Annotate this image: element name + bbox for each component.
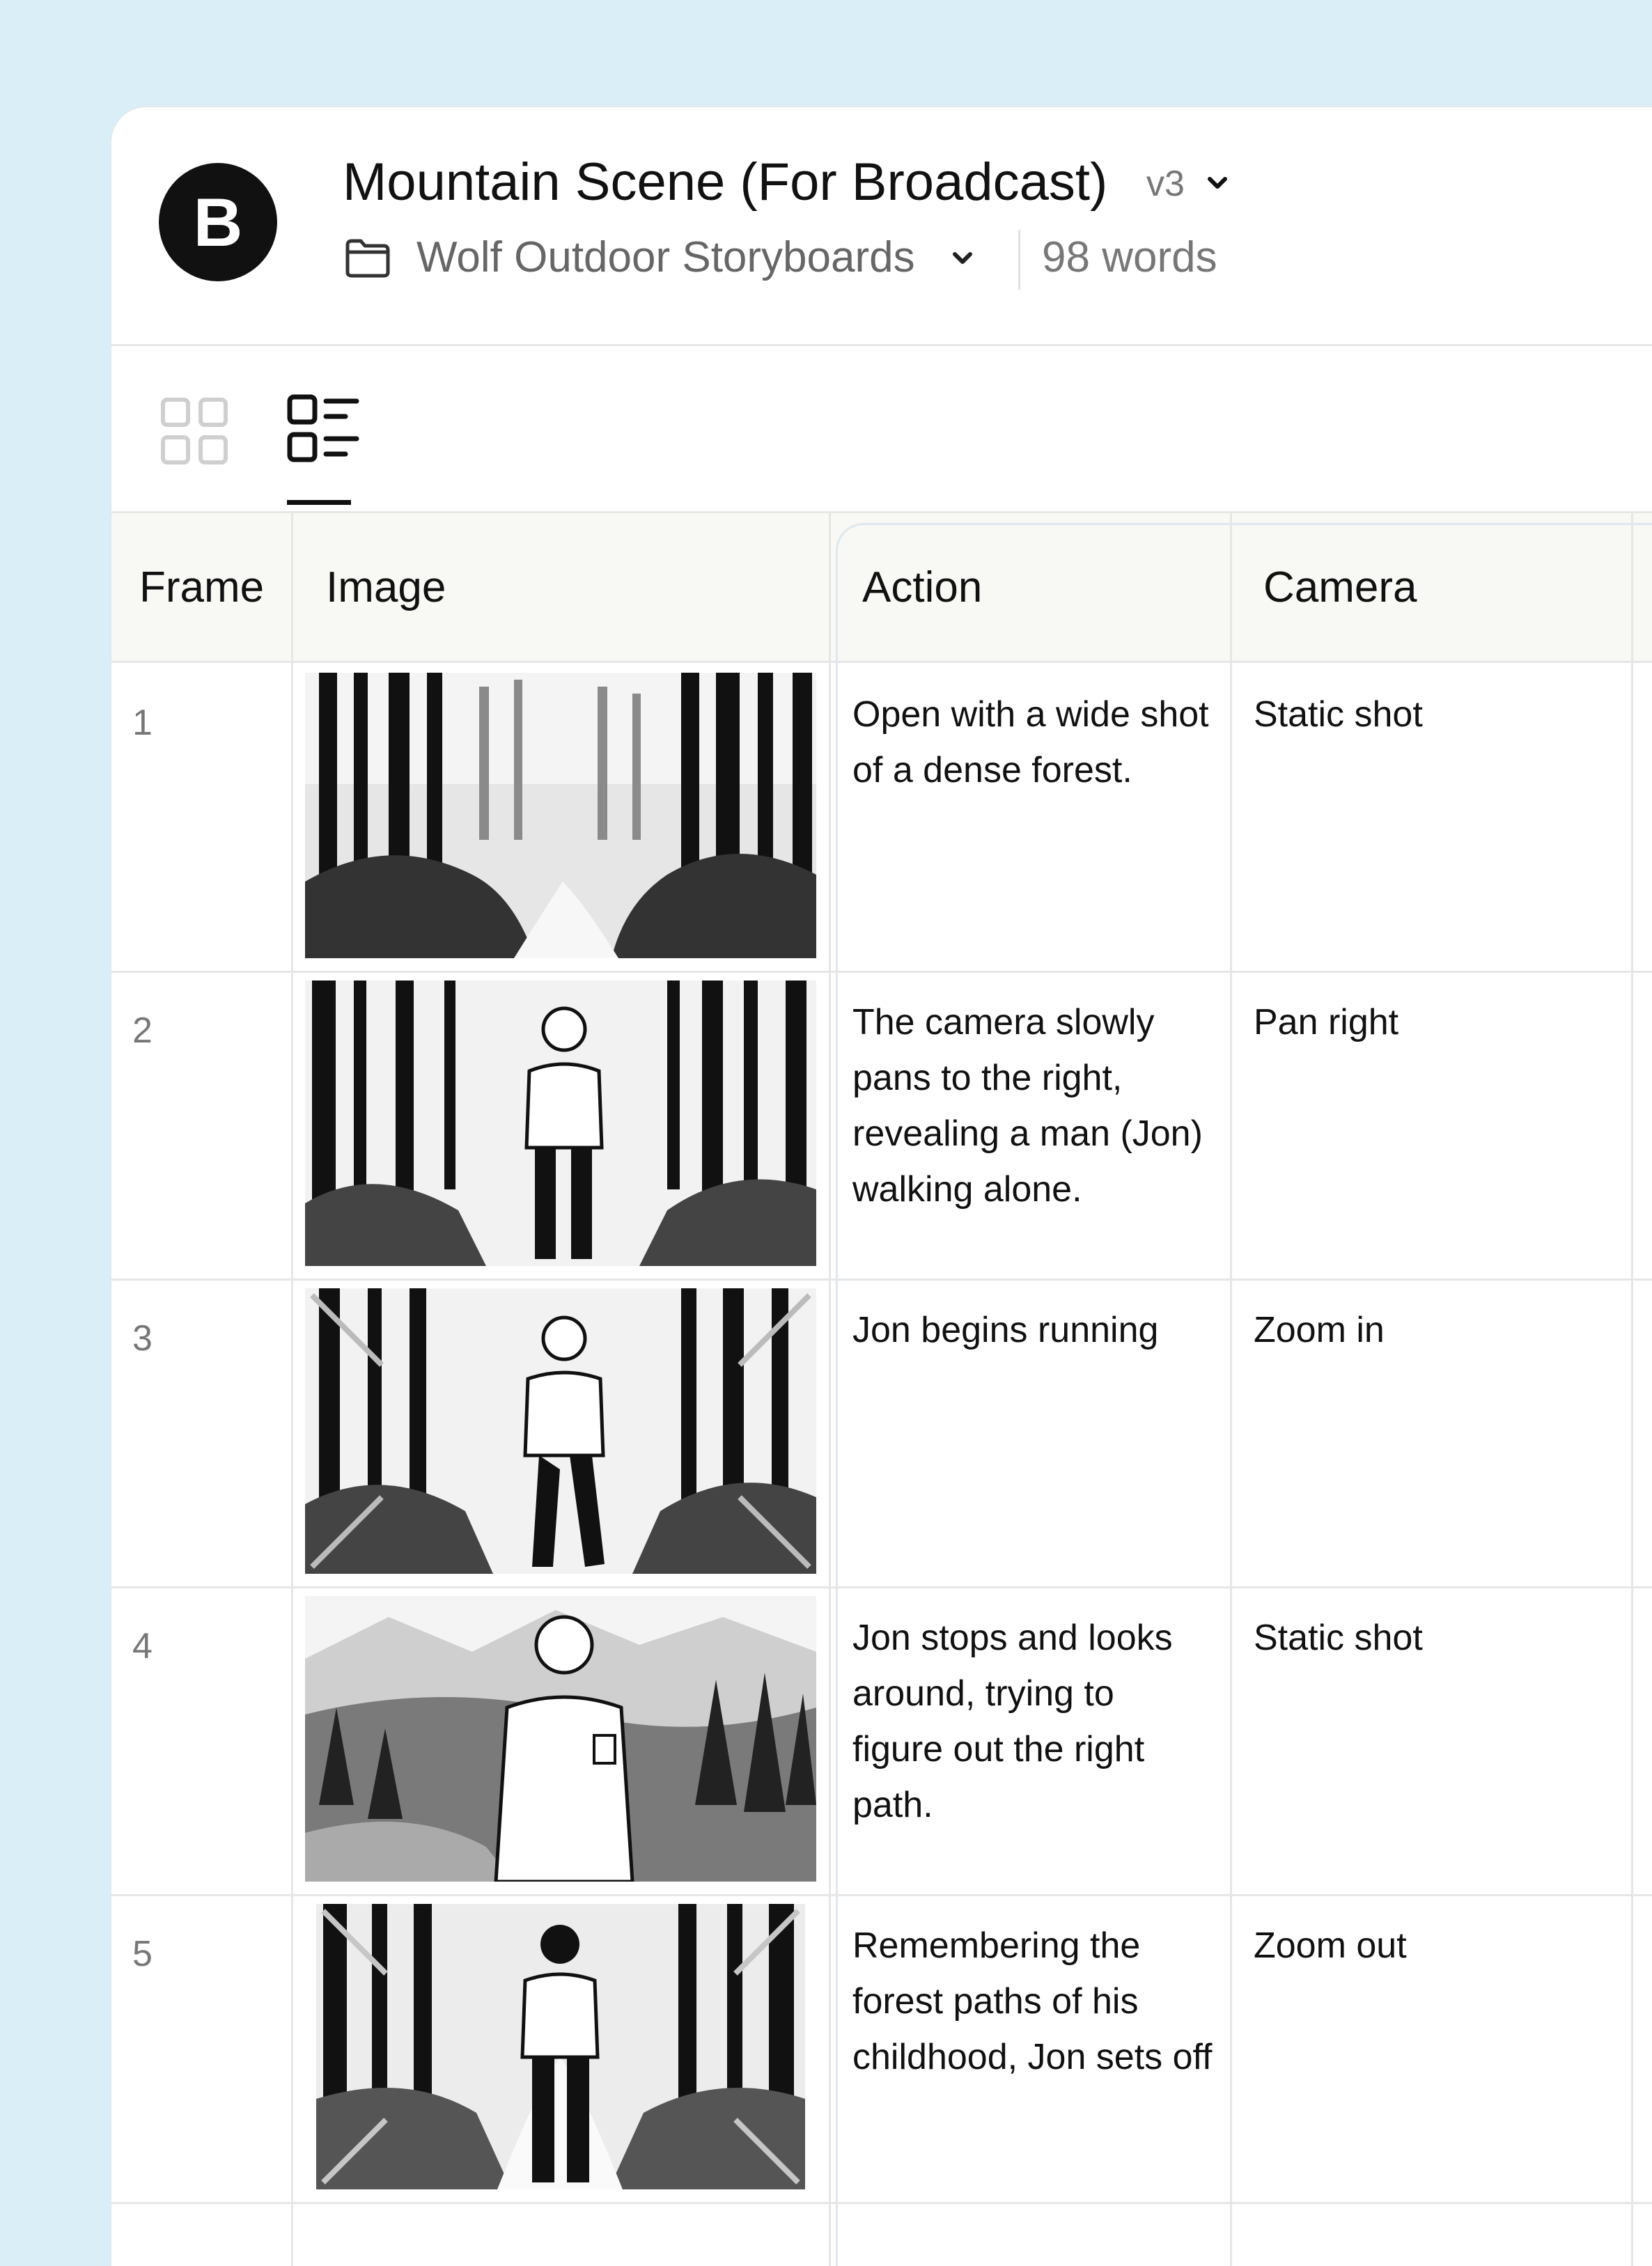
- folder-selector[interactable]: Wolf Outdoor Storyboards: [416, 233, 915, 281]
- action-text[interactable]: Jon begins running: [852, 1310, 1159, 1350]
- frame-number: 1: [132, 703, 153, 743]
- action-text[interactable]: Jon stops and looks around, trying to figure out the right path.: [852, 1618, 1173, 1825]
- chevron-down-icon[interactable]: [949, 244, 976, 272]
- table-header: [111, 513, 1652, 663]
- column-header-image[interactable]: Image: [326, 563, 446, 611]
- table-row[interactable]: [111, 1586, 1652, 1896]
- frame-number: 2: [132, 1010, 153, 1051]
- version-label[interactable]: v3: [1146, 164, 1185, 204]
- camera-text[interactable]: Static shot: [1254, 1618, 1423, 1658]
- word-count: 98 words: [1042, 233, 1217, 281]
- camera-text[interactable]: Zoom in: [1254, 1310, 1385, 1350]
- view-toolbar: [111, 344, 1652, 513]
- action-text[interactable]: The camera slowly pans to the right, revealing a man (Jon) walking alone.: [852, 1002, 1203, 1210]
- document-title[interactable]: Mountain Scene (For Broadcast): [343, 153, 1108, 212]
- camera-text[interactable]: Pan right: [1254, 1002, 1399, 1042]
- frame-image[interactable]: [316, 1904, 805, 2189]
- storyboard-window: [110, 106, 1652, 2266]
- camera-text[interactable]: Zoom out: [1254, 1925, 1407, 1966]
- table-row[interactable]: [111, 971, 1652, 1281]
- active-view-indicator: [287, 500, 351, 505]
- document-header: [111, 107, 1652, 346]
- frame-image[interactable]: [305, 1596, 816, 1882]
- table-row[interactable]: [111, 663, 1652, 973]
- app-logo[interactable]: B: [159, 163, 277, 281]
- column-header-frame[interactable]: Frame: [139, 563, 265, 611]
- chevron-down-icon[interactable]: [1203, 169, 1231, 196]
- frame-number: 3: [132, 1318, 153, 1359]
- action-text[interactable]: Remembering the forest paths of his childhood, Jon sets off: [852, 1925, 1213, 2077]
- list-view-icon[interactable]: [287, 393, 359, 465]
- camera-text[interactable]: Static shot: [1254, 694, 1423, 735]
- folder-icon: [344, 237, 391, 279]
- action-text[interactable]: Open with a wide shot of a dense forest.: [852, 694, 1209, 790]
- grid-view-icon[interactable]: [160, 397, 228, 465]
- frame-number: 4: [132, 1626, 153, 1666]
- table-row[interactable]: [111, 1894, 1652, 2204]
- column-header-action[interactable]: Action: [862, 563, 983, 611]
- frame-image[interactable]: [305, 1288, 816, 1574]
- column-header-camera[interactable]: Camera: [1263, 563, 1417, 611]
- table-row[interactable]: [111, 1279, 1652, 1588]
- frame-image[interactable]: [305, 673, 816, 958]
- frame-number: 5: [132, 1934, 153, 1974]
- frame-image[interactable]: [305, 980, 816, 1266]
- header-divider: [1018, 230, 1020, 290]
